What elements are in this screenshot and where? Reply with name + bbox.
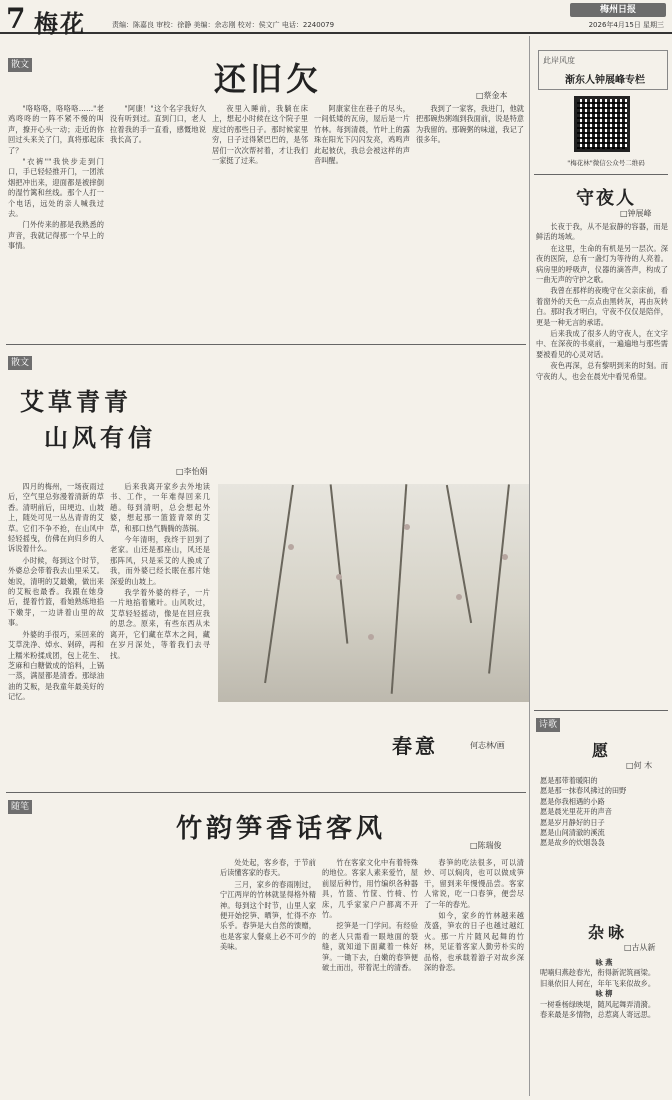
- painting-caption: 春意: [392, 734, 438, 758]
- article3-tag: 随笔: [8, 800, 32, 814]
- sidebar-paragraph: 长夜于我，从不是寂静的容器，而是鲜活的场域。: [536, 222, 668, 242]
- section-divider: [6, 344, 526, 345]
- poem-subtitle: 咏 柳: [595, 989, 613, 999]
- poem-line: 愿是故乡的炊烟袅袅: [540, 838, 605, 848]
- column-label: 此岸风度: [543, 56, 575, 65]
- article1-paragraph: "咯咯咯，咯咯咯……"老鸡咚咚的一阵不紧不慢的叫声，撩开心头一动；走近的你回过头来关了门，真将那起床了？: [8, 104, 104, 155]
- poem-subtitle: 咏 燕: [595, 958, 613, 967]
- poetry-tag: 诗歌: [536, 718, 560, 732]
- article1-byline: □蔡金本: [476, 91, 508, 100]
- sidebar-paragraph: 我曾在那样的夜晚守在父亲床前，看着窗外的天色一点点由黑转灰，再由灰转白。那时我才明白，守夜不仅仅是陪伴，更是一种无言的承诺。: [536, 286, 668, 327]
- issue-date: 2026年4月15日 星期三: [588, 21, 664, 29]
- poem1-byline: □何 木: [626, 761, 653, 770]
- poem-line: 愿是那带着暖阳的: [540, 776, 598, 785]
- article3-paragraph: 挖笋是一门学问。有经验的老人只需看一眼地面的裂缝，就知道下面藏着一株好笋。一锄下去，白嫩的春笋便破土而出，带着泥土的清香。: [322, 921, 418, 973]
- poem-line: 愿是那一抹春风拂过的田野: [540, 786, 627, 796]
- article2-paragraph: 小时候，每到这个时节，外婆总会带着我去山里采艾。她说，清明的艾最嫩，做出来的艾粄也最香。我跟在她身后，提着竹篮，看她熟练地掐下嫩芽，一边讲着山里的故事。: [8, 555, 104, 628]
- article1-title: 还旧欠: [214, 60, 323, 98]
- article2-paragraph: 后来我离开家乡去外地读书、工作，一年难得回来几趟。每到清明，总会想起外婆，想起那一篮篮青翠的艾草，和那口热气腾腾的蒸锅。: [110, 482, 210, 533]
- poem-line: 春来最是多情物，总惹离人寄远思。: [540, 1010, 656, 1020]
- article1-column-3: [212, 104, 308, 336]
- article1-column-1: [8, 104, 104, 336]
- column-title: 渐东人钟展峰专栏: [565, 75, 645, 86]
- article3-column-3: [424, 858, 524, 1092]
- rail-divider: [534, 174, 668, 175]
- article2-paragraph: 四月的梅州，一场夜雨过后，空气里总弥漫着清新的草香。清明前后，田埂边、山坡上，随处可见一丛丛青青的艾草。它们不争不抢，在山风中轻轻摇曳，仿佛在向归乡的人诉说着什么。: [8, 482, 104, 554]
- article3-column-1: [220, 858, 316, 1092]
- poem2-byline: □古从新: [624, 943, 656, 952]
- article1-paragraph: "衣裤""我快步走到门口，手已轻轻推开门，一团浓烟把冲出来，迎面都是被摔倒的湿竹篱和丝线。那个人打一个电话，远处的亲人喊我过去。: [8, 157, 104, 219]
- rail-divider: [534, 710, 668, 711]
- article1-column-2: [110, 104, 206, 336]
- qr-code[interactable]: [574, 96, 630, 152]
- poem-line: 愿是山间清澈的溪流: [540, 828, 605, 838]
- sidebar-paragraph: 后来我成了很多人的守夜人，在文字中、在深夜的书桌前，一遍遍地与那些需要被看见的心灵对话。: [536, 329, 668, 359]
- painting-illustration: [218, 484, 530, 702]
- section-divider: [6, 792, 526, 793]
- poem-line: 旧巢依旧人何在，年年飞来似故乡。: [540, 978, 656, 988]
- article3-paragraph: 如今，家乡的竹林越来越茂盛，笋农的日子也越过越红火。那一片片随风起舞的竹林，见证着客家人勤劳朴实的品格，也承载着游子对故乡深深的眷恋。: [424, 911, 524, 973]
- article1-paragraph: 门外传来的都是我熟悉的声音，我就记得那一个早上的事情。: [8, 220, 104, 251]
- sidebar-essay-title: 守夜人: [576, 188, 636, 209]
- article2-paragraph: 外婆的手很巧，采回来的艾草洗净、焯水、剁碎，再和上糯米粉揉成团，包上花生、芝麻和白糖做成的馅料，上锅一蒸，满屋都是清香。那绿油油的艾粄，是我童年最美好的记忆。: [8, 629, 104, 702]
- sidebar-essay-body: [536, 222, 668, 686]
- poem-line: 愿是晨光里花开的声音: [540, 807, 612, 817]
- section-title: 梅花: [34, 9, 86, 38]
- article2-paragraph: 今年清明，我终于回到了老家。山还是那座山，风还是那阵风，只是采艾的人换成了我，而外婆已经长眠在那片她深爱的山坡上。: [110, 535, 210, 586]
- qr-caption: "梅花林"微信公众号二维码: [567, 159, 645, 167]
- article3-paragraph: 竹在客家文化中有着特殊的地位。客家人素来爱竹，屋前屋后种竹，用竹编织各种器具，竹篮、竹筐、竹椅、竹床，几乎家家户户都离不开竹。: [322, 858, 418, 920]
- painting-credit: 何志林/画: [470, 741, 505, 750]
- article3-paragraph: 三月，家乡的春雨刚过，宁江两岸的竹林就显得格外精神。每到这个时节，山里人家便开始挖笋、晒笋，忙得不亦乐乎。春笋是大自然的馈赠，也是客家人餐桌上必不可少的美味。: [220, 879, 316, 952]
- article2-paragraph: 我学着外婆的样子，一片一片地掐着嫩叶。山风吹过，艾草轻轻摇动，像是在回应我的思念。原来，有些东西从未离开，它们藏在草木之间，藏在岁月深处，等着我们去寻找。: [110, 588, 210, 660]
- article1-tag: 散文: [8, 58, 32, 72]
- article2-title-line2: 山风有信: [44, 423, 156, 452]
- article2-column-2: [110, 482, 210, 788]
- article1-paragraph: 阿康家住在巷子的尽头，一间低矮的瓦房，屋后是一片竹林。每到清晨，竹叶上的露珠在阳光下闪闪发亮，鸡鸣声此起彼伏，我总会被这样的声音叫醒。: [314, 104, 410, 166]
- article1-paragraph: 我到了一家客，我进门，他就把那碗热粥端到我面前，说是特意为我留的。那碗粥的味道，我记了很多年。: [416, 104, 524, 145]
- column-rule: [529, 36, 530, 1096]
- sidebar-paragraph: 夜色再深，总有黎明到来的时刻。而守夜的人，也会在晨光中看见希望。: [536, 361, 668, 381]
- article1-paragraph: 夜里入睡前，我躺在床上，想起小时候在这个院子里度过的那些日子。那时候家里穷，日子过得紧巴巴的，是邻居们一次次帮衬着，才让我们一家挺了过来。: [212, 104, 308, 166]
- article2-tag: 散文: [8, 356, 32, 370]
- article1-column-4: [314, 104, 410, 336]
- poem-line: 愿是岁月静好的日子: [540, 817, 605, 827]
- article3-paragraph: 处处起，客乡春，于节前后读懂客家的春天。: [220, 858, 316, 878]
- column-header: [538, 50, 668, 90]
- poem2-body: [540, 958, 668, 1094]
- poem-line: 呢喃归燕趁春光，衔得新泥筑画梁。: [540, 968, 656, 978]
- article1-column-5: [416, 104, 524, 336]
- article2-title-line1: 艾草青青: [20, 387, 132, 416]
- poem1-body: [540, 776, 668, 910]
- poem2-title: 杂咏: [588, 923, 629, 942]
- article3-paragraph: 春笋的吃法很多，可以清炒、可以焖肉，也可以做成笋干，留到来年慢慢品尝。客家人常说，吃一口春笋，便尝尽了一年的春光。: [424, 858, 524, 909]
- poem-line: 愿是你我相遇的小路: [540, 796, 605, 806]
- poem-line: 一树垂杨绿映堤，随风起舞弄清漪。: [540, 999, 656, 1009]
- editor-credits: 责编：陈嘉良 审校：徐静 美编：余志刚 校对：侯文广 电话：2240079: [112, 21, 335, 29]
- article3-title: 竹韵笋香话客风: [176, 814, 387, 844]
- sidebar-essay-byline: □钟展峰: [620, 209, 652, 218]
- article2-column-1: [8, 482, 104, 788]
- paper-logo: 梅州日报: [570, 3, 666, 17]
- article3-column-2: [322, 858, 418, 1092]
- article1-paragraph: "阿康！"这个名字我好久没有听到过。直到门口，老人拉着我的手一直看，感慨地说我长高了。: [110, 104, 206, 145]
- page-header: [0, 0, 672, 38]
- page-number: 7: [6, 2, 26, 35]
- article2-byline: □李怡娟: [176, 467, 208, 476]
- sidebar-paragraph: 在这里，生命的有机是另一层次。深夜的医院，总有一盏灯为等待的人亮着。病房里的呼吸声，仪器的滴答声，构成了一曲无声的守护之歌。: [536, 243, 668, 285]
- poem1-title: 愿: [592, 741, 613, 760]
- article3-byline: □陈瑞俊: [470, 841, 502, 850]
